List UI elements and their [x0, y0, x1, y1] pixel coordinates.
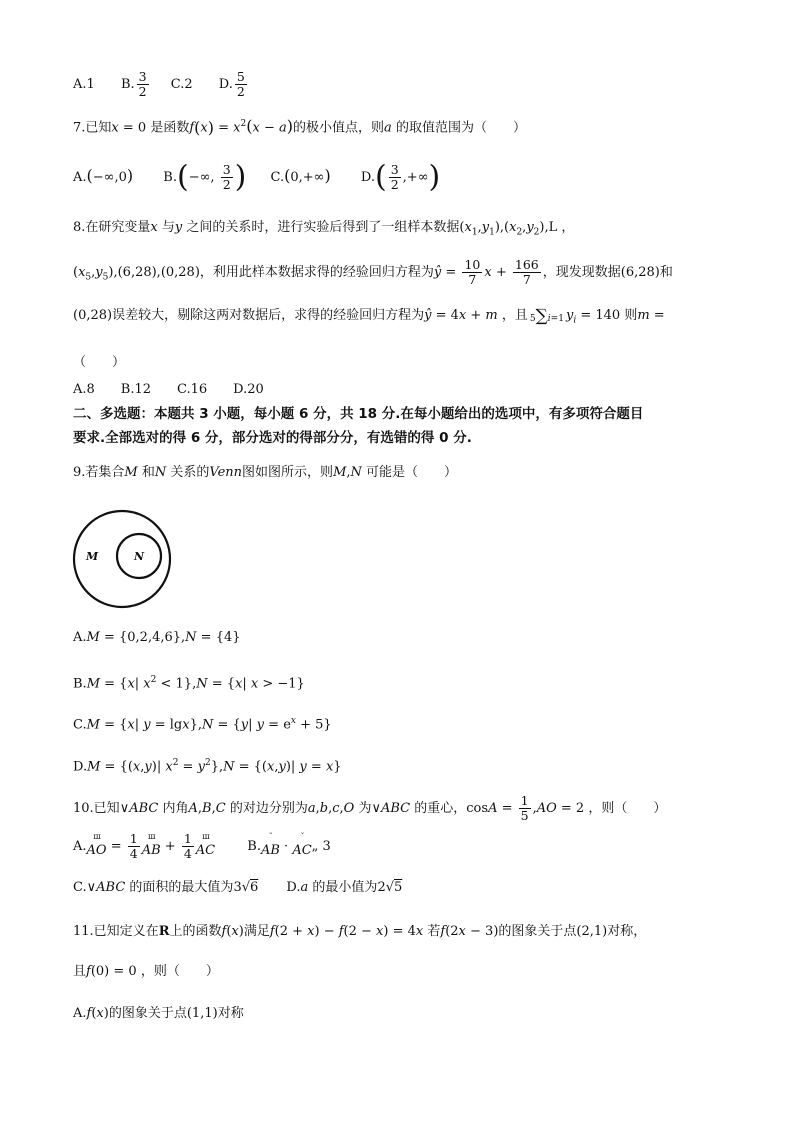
q6-option-d: D. $\frac{5}{2}$: [218, 69, 245, 99]
q8-line-1: 8.在研究变量x 与y 之间的关系时，进行实验后得到了一组样本数据$(x_1,y_1),(x_2,y_2),L$ ，: [73, 220, 575, 238]
q9-option-d: D.M = {(x,y)| $x^2 = y^2\},N = \{(x,y)|$ y = x}: [73, 758, 342, 775]
q6-option-a: A.1: [73, 77, 95, 92]
q10-option-a: A. ш AO = $\frac{1}{4}$ ш AB + $\frac{1}{4}$ ш AC: [73, 831, 216, 861]
q10-stem: 10.已知∨ABC 内角A,B,C 的对边分别为a,b,c,O 为∨ABC 的重心，cosA = $\frac{1}{5}$ ,AO = 2 ，则（ ）: [73, 793, 667, 823]
q8-options: A.8 B.12 C.16 D.20: [73, 382, 264, 397]
q7-stem: 7.已知x = 0 是函数$f(x) = x^2(x - a)$的极小值点，则a 的取值范围为（ ）: [73, 116, 526, 137]
q11-stem: 11.已知定义在R上的函数f(x)满足f(2 + x) − f(2 − x) = 4x 若f(2x − 3)的图象关于点(2,1)对称，: [73, 924, 647, 939]
q10-option-d: D.a 的最小值为2√5: [286, 880, 403, 895]
q11-option-a: A.f(x)的图象关于点(1,1)对称: [73, 1006, 244, 1021]
q9-option-c: C.M = {x| y = lgx},N = {y| $y = e^x + 5$}: [73, 716, 332, 733]
q7-option-b: B.(−∞, $\frac{3}{2}$ ): [163, 159, 247, 195]
q6-options: [73, 70, 271, 99]
q8-line-3: (0,28)误差较大，剔除这两对数据后，求得的经验回归方程为ŷ = 4x + m ，且 5∑i=1 $y_i = 140$ 则m =: [73, 305, 665, 326]
q6-option-b: B. $\frac{3}{2}$: [120, 69, 147, 99]
q9-option-a: A.M = {0,2,4,6},N = {4}: [73, 630, 241, 645]
q7-option-c: C.(0,+∞): [270, 166, 331, 185]
q11-line-2: 且f(0) = 0 ，则（ ）: [73, 964, 219, 979]
q10-option-b: B. ˘ AB · ˘ AC„ 3: [247, 832, 331, 858]
section-2-line-2: 要求.全部选对的得 6 分，部分选对的得部分分，有选错的得 0 分.: [73, 430, 472, 446]
q10-options-cd: [73, 878, 402, 898]
q8-paren: （ ）: [73, 355, 126, 370]
q9-stem: 9.若集合M 和N 关系的Venn图如图所示，则M,N 可能是（ ）: [73, 465, 458, 480]
venn-diagram: [72, 508, 176, 612]
q7-option-a: A.(−∞,0): [73, 166, 134, 185]
q6-option-c: C.2: [170, 77, 193, 92]
q7-options: [73, 159, 441, 195]
q10-option-c: C.∨ABC 的面积的最大值为3√6: [73, 880, 259, 895]
venn-label-m: M: [86, 550, 99, 563]
q10-options-ab: [73, 832, 331, 861]
venn-label-n: N: [134, 550, 145, 563]
q9-option-b: B.M = {x| $x^2 < 1\},N = \{x|$ x > −1}: [73, 675, 305, 692]
section-2-line-1: 二、多选题：本题共 3 小题，每小题 6 分，共 18 分.在每小题给出的选项中，有多项符合题目: [73, 406, 644, 422]
q7-option-d: D.( $\frac{3}{2}$ ,+∞): [360, 159, 441, 195]
q8-line-2: $(x_5,y_5),(6,28),(0,28)$，利用此样本数据求得的经验回归方程为ŷ = $\frac{10}{7}$ x + $\frac{166}{7}$ ，现发现数据(6,28)和: [73, 257, 673, 287]
